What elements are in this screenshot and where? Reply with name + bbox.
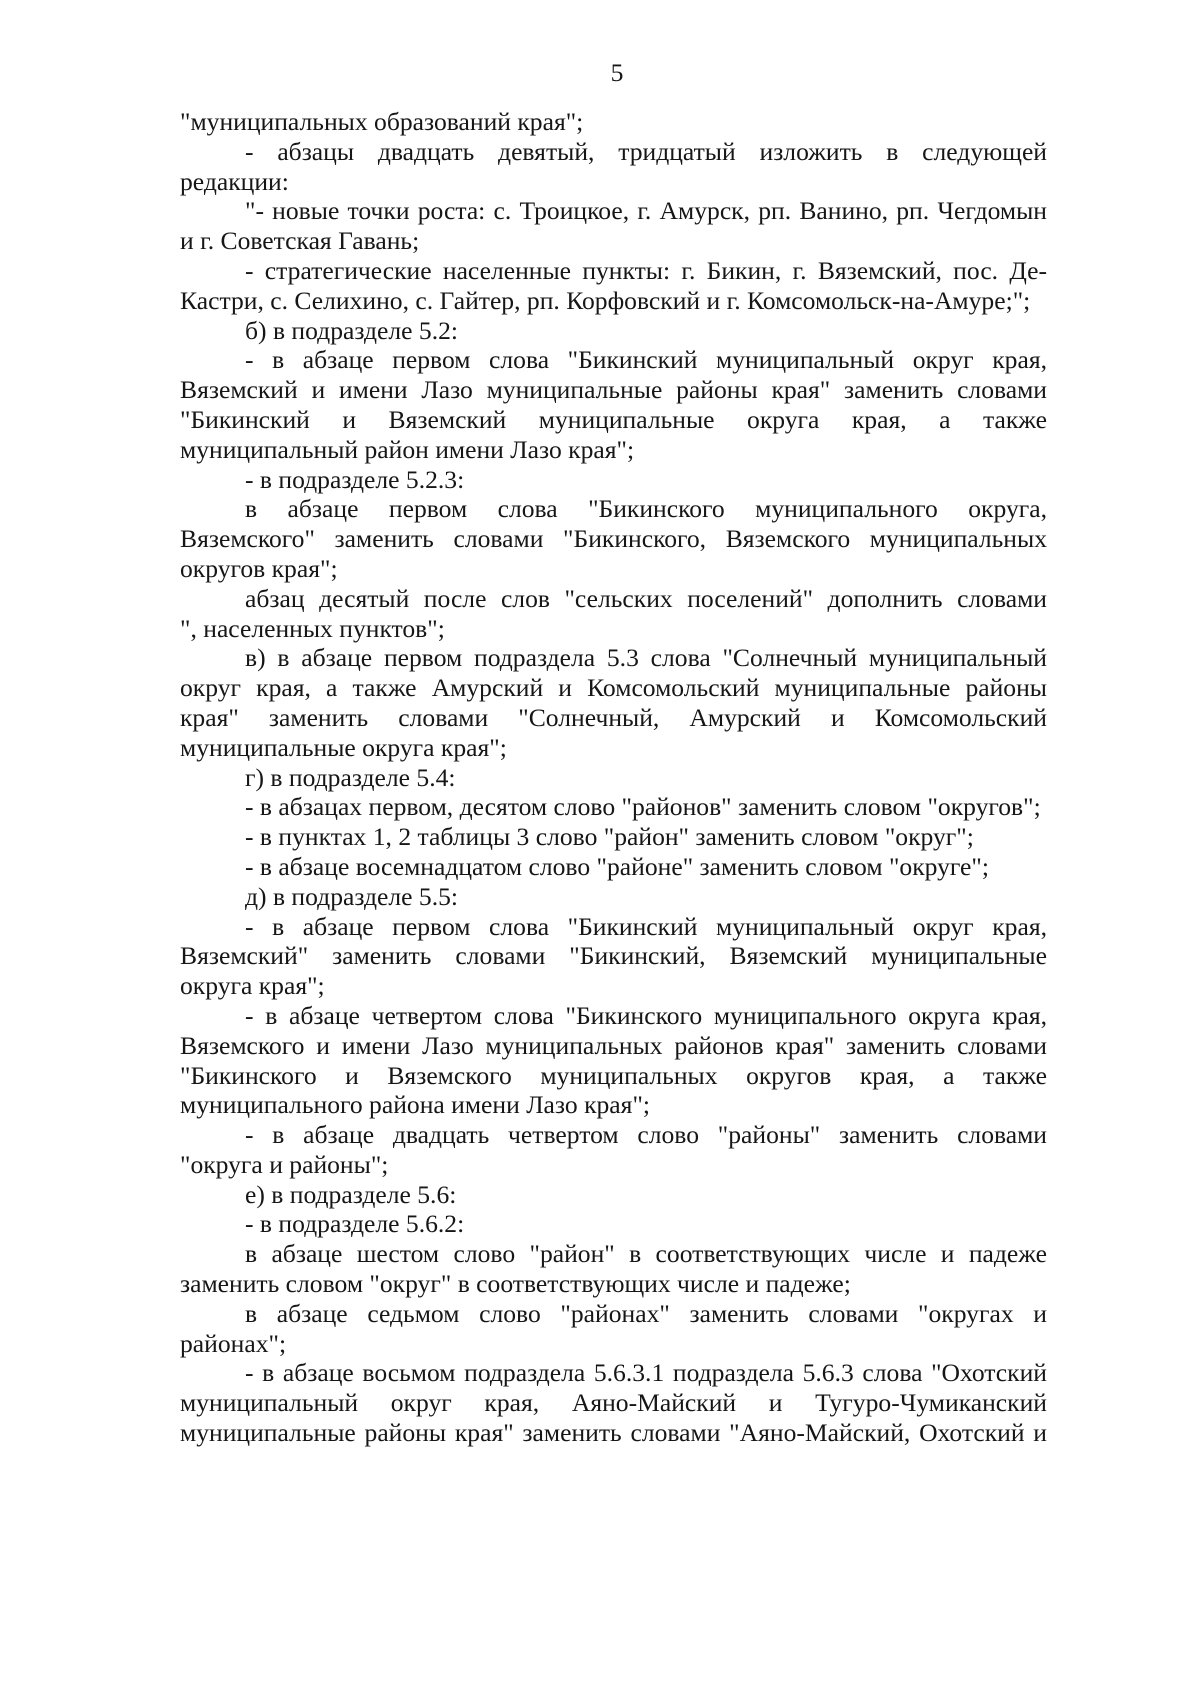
text-line: Вяземского" заменить словами "Бикинского, Вяземского муниципальных (180, 524, 1047, 554)
text-line: - в абзаце первом слова "Бикинский муниципальный округ края, (245, 911, 1047, 941)
text-line: и г. Советская Гавань; (180, 226, 420, 256)
text-line: "- новые точки роста: с. Троицкое, г. Амурск, рп. Ванино, рп. Чегдомын (245, 196, 1047, 226)
text-line: в) в абзаце первом подраздела 5.3 слова "Солнечный муниципальный (245, 643, 1047, 673)
text-line: е) в подразделе 5.6: (245, 1179, 457, 1209)
text-line: - в абзаце восемнадцатом слово "районе" заменить словом "округе"; (245, 851, 989, 881)
text-line: г) в подразделе 5.4: (245, 762, 456, 792)
text-line: ", населенных пунктов"; (180, 613, 445, 643)
text-line: Вяземский и имени Лазо муниципальные районы края" заменить словами (180, 375, 1047, 405)
text-line: муниципальные округа края"; (180, 732, 507, 762)
text-line: - в абзаце первом слова "Бикинский муниципальный округ края, (245, 345, 1047, 375)
text-line: "Бикинского и Вяземского муниципальных округов края, а также (180, 1060, 1047, 1090)
text-line: в абзаце первом слова "Бикинского муниципального округа, (245, 494, 1047, 524)
page-number: 5 (610, 58, 624, 87)
text-line: - в абзацах первом, десятом слово "районов" заменить словом "округов"; (245, 792, 1041, 822)
text-line: - в абзаце восьмом подраздела 5.6.3.1 подраздела 5.6.3 слова "Охотский (245, 1358, 1047, 1388)
text-line: - стратегические населенные пункты: г. Бикин, г. Вяземский, пос. Де- (245, 255, 1047, 285)
text-line: - в подразделе 5.6.2: (245, 1209, 465, 1239)
text-line: - абзацы двадцать девятый, тридцатый изложить в следующей (245, 136, 1047, 166)
text-line: - в абзаце двадцать четвертом слово "районы" заменить словами (245, 1120, 1047, 1150)
text-line: - в абзаце четвертом слова "Бикинского муниципального округа края, (245, 1000, 1047, 1030)
text-line: б) в подразделе 5.2: (245, 315, 459, 345)
text-line: д) в подразделе 5.5: (245, 881, 459, 911)
text-line: округа края"; (180, 971, 325, 1001)
text-line: "Бикинский и Вяземский муниципальные округа края, а также (180, 404, 1047, 434)
text-line: Вяземского и имени Лазо муниципальных районов края" заменить словами (180, 1030, 1047, 1060)
text-line: муниципальный район имени Лазо края"; (180, 434, 635, 464)
text-line: муниципальный округ края, Аяно-Майский и Тугуро-Чумиканский (180, 1388, 1047, 1418)
text-line: заменить словом "округ" в соответствующих числе и падеже; (180, 1269, 851, 1299)
text-line: округов края"; (180, 553, 338, 583)
document-body (180, 107, 1047, 1448)
text-line: "муниципальных образований края"; (180, 107, 584, 136)
text-line: редакции: (180, 166, 289, 196)
text-line: - в пунктах 1, 2 таблицы 3 слово "район" заменить словом "округ"; (245, 822, 974, 852)
text-line: края" заменить словами "Солнечный, Амурский и Комсомольский (180, 702, 1047, 732)
text-line: абзац десятый после слов "сельских поселений" дополнить словами (245, 583, 1047, 613)
text-line: "округа и районы"; (180, 1149, 389, 1179)
text-line: Вяземский" заменить словами "Бикинский, Вяземский муниципальные (180, 941, 1047, 971)
text-line: в абзаце шестом слово "район" в соответствующих числе и падеже (245, 1239, 1047, 1269)
text-line: - в подразделе 5.2.3: (245, 464, 465, 494)
text-line: муниципального района имени Лазо края"; (180, 1090, 650, 1120)
text-line: районах"; (180, 1328, 287, 1358)
text-line: в абзаце седьмом слово "районах" заменить словами "округах и (245, 1298, 1047, 1328)
text-line: округ края, а также Амурский и Комсомольский муниципальные районы (180, 673, 1047, 703)
text-line: Кастри, с. Селихино, с. Гайтер, рп. Корфовский и г. Комсомольск-на-Амуре;"; (180, 285, 1031, 315)
text-line: муниципальные районы края" заменить словами "Аяно-Майский, Охотский и (180, 1418, 1047, 1448)
